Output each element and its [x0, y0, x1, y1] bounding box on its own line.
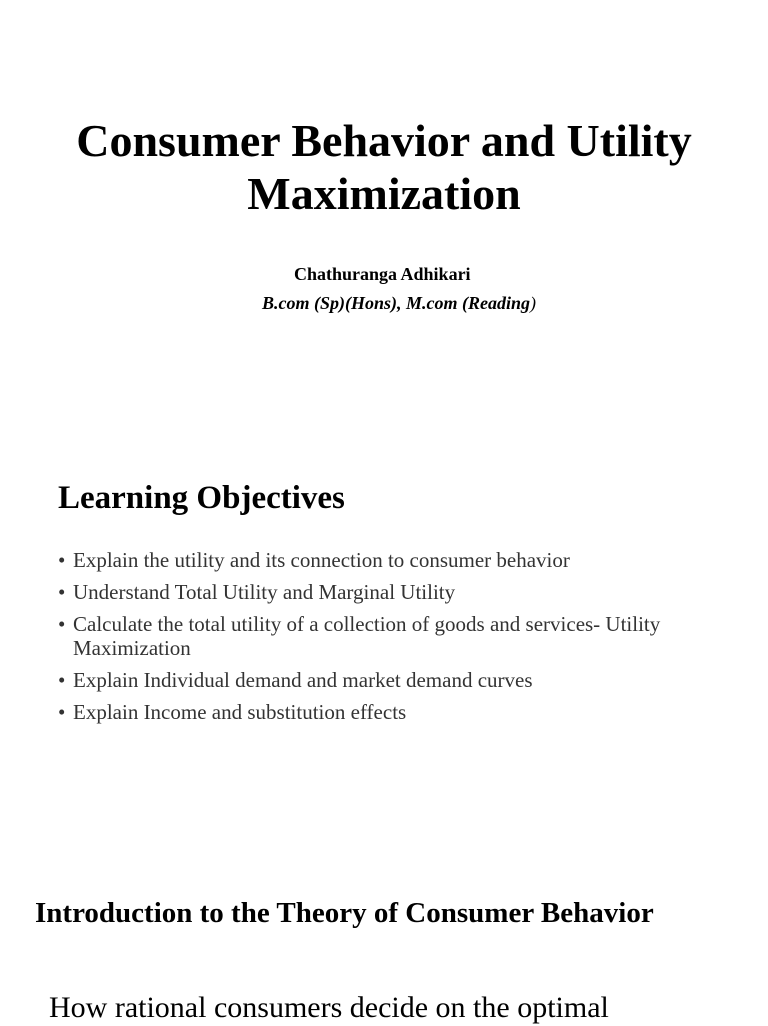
bullet-icon: • [58, 612, 66, 636]
author-name: Chathuranga Adhikari [294, 264, 471, 284]
list-item [58, 580, 718, 604]
learning-objectives-slide [0, 470, 768, 750]
author-credentials [262, 292, 536, 314]
intro-heading: Introduction to the Theory of Consumer Behavior [35, 897, 654, 929]
bullet-icon: • [58, 668, 66, 692]
introduction-slide [0, 880, 768, 1024]
list-item [58, 700, 718, 724]
bullet-icon: • [58, 580, 66, 604]
credentials-close-paren: ) [530, 293, 536, 313]
objectives-heading: Learning Objectives [58, 480, 345, 516]
list-item-text: Explain Income and substitution effects [73, 700, 407, 724]
bullet-icon: • [58, 700, 66, 724]
list-item [58, 668, 718, 692]
list-item-text: Understand Total Utility and Marginal Utility [73, 580, 456, 604]
bullet-icon: • [58, 548, 66, 572]
list-item-text: Calculate the total utility of a collection of goods and services- Utility Maximization [73, 612, 661, 660]
objectives-list [58, 548, 718, 732]
list-item-text: Explain Individual demand and market demand curves [73, 668, 533, 692]
intro-body-text: How rational consumers decide on the optimal [49, 991, 609, 1024]
list-item [58, 548, 718, 572]
list-item [58, 612, 718, 660]
list-item-text: Explain the utility and its connection to consumer behavior [73, 548, 570, 572]
credentials-text: B.com (Sp)(Hons), M.com (Reading [262, 293, 530, 313]
presentation-title: Consumer Behavior and Utility Maximization [76, 115, 692, 219]
title-slide [0, 0, 768, 360]
